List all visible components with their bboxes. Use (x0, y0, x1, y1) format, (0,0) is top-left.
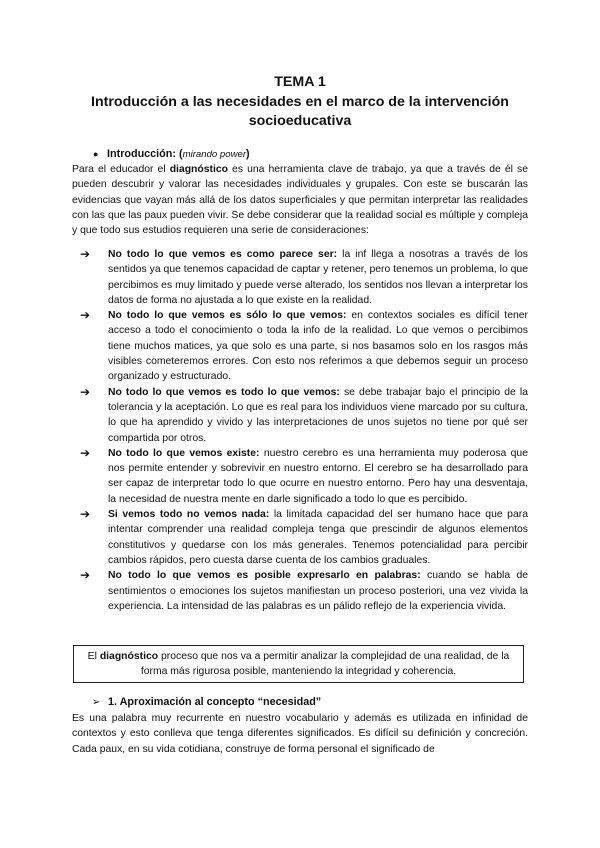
document-subtitle (70, 93, 530, 131)
document-title: TEMA 1 (274, 74, 326, 90)
arrow-right-icon: ➔ (80, 384, 91, 399)
list-item (80, 247, 528, 308)
intro-text-start: Para el educador el (72, 164, 170, 175)
list-item (80, 568, 528, 614)
subtitle-line-2: socioeducativa (248, 113, 352, 129)
bullet-icon: ● (93, 149, 99, 159)
intro-text-rest: es una herramienta clave de trabajo, ya que a través de él se pueden descubrir y valorar las necesidades individuales y grupales. Con este se buscarán las evidencias que vayan más allá de los datos superficiales y que permitan interpretar las realidades con las que las paux pueden vivir. Se debe considerar que la realidad social es múltiple y compleja y que todo sus estudios requieren una serie de consideraciones: (72, 164, 528, 237)
item-heading: No todo lo que vemos es todo lo que vemos: (108, 386, 340, 398)
item-text: cuando se habla de sentimientos o emociones los sujetos manifiestan un proceso posteriori, una vez vivida la experiencia. La intensidad de las palabras es un pálido reflejo de la experiencia vivida. (108, 570, 529, 612)
box-text-rest: proceso que nos va a permitir analizar la complejidad de una realidad, de la forma más rigurosa posible, manteniendo la integridad y coherencia. (140, 651, 510, 677)
intro-heading (93, 148, 250, 160)
considerations-list (80, 247, 528, 614)
item-heading: No todo lo que vemos es posible expresarlo en palabras: (108, 570, 421, 582)
box-keyword: diagnóstico (99, 651, 159, 662)
arrow-right-icon: ➔ (80, 247, 91, 261)
item-text: la inf llega a nosotras a través de los sentidos ya que tenemos capacidad de captar y retener, pero tenemos un problema, lo que percibimos es muy limitado y puede verse alterado, los sentidos nos llevan a interpretar los datos de forma no ajustada a lo que existe en la realidad. (108, 249, 528, 306)
intro-paragraph (72, 162, 528, 238)
arrow-right-icon: ➔ (80, 568, 91, 583)
section-heading (92, 696, 321, 708)
item-text: se debe trabajar bajo el principio de la tolerancia y la aceptación. Lo que es real para los individuos viene marcado por su cultura, lo que ha aprendido y vivido y las interpretaciones de unos sujetos no tiene por qué ser compartida por otros. (108, 386, 528, 444)
section-paragraph: Es una palabra muy recurrente en nuestro vocabulario y además es utilizada en infinidad de contextos y esto conlleva que tenga diferentes significados. Es difícil su definición y concreción. Cada paux, en su vida cotidiana, construye de forma personal el significado de (72, 713, 528, 755)
item-heading: Si vemos todo no vemos nada: (108, 509, 270, 521)
arrowhead-bullet-icon: ➢ (92, 697, 101, 708)
item-text: nuestro cerebro es una herramienta muy poderosa que nos permite entender y sobrevivir en nuestro entorno. El cerebro se ha desarrollado para ser capaz de interpretar todo lo que ocurre en nuestro entorno. Pero hay una desventaja, la necesidad de nuestra mente en darle significado a todo lo que es percibido. (108, 447, 528, 505)
item-heading: No todo lo que vemos es sólo lo que vemos: (108, 310, 347, 322)
section-heading-label: 1. Aproximación al concepto “necesidad” (108, 696, 322, 708)
arrow-right-icon: ➔ (80, 507, 91, 522)
item-text: la limitada capacidad del ser humano hace que para intentar comprender una realidad compleja tenga que prescindir de algunos elementos constitutivos y quedarse con los más generales. Tenemos potencialidad para percibir cambios rápidos, pero cuesta darse cuenta de los cambios graduales. (108, 509, 528, 566)
item-text: en contextos sociales es difícil tener acceso a todo el conocimiento o toda la info de la realidad. Lo que vemos o percibimos tiene muchos matices, ya que solo es una parte, si nos basamos solo en los rasgos más visibles cometeremos errores. Con esto nos referimos a que debemos seguir un proceso organizado y estructurado. (108, 310, 528, 383)
list-item (80, 507, 528, 568)
box-text-start: El (87, 651, 100, 662)
list-item (80, 446, 528, 507)
list-item (80, 385, 528, 446)
definition-box (73, 645, 524, 683)
intro-heading-close: ) (246, 148, 250, 160)
list-item (80, 308, 528, 384)
item-heading: No todo lo que vemos es como parece ser: (108, 249, 338, 260)
arrow-right-icon: ➔ (80, 445, 91, 460)
intro-heading-note: mirando power (182, 149, 247, 160)
intro-heading-label: Introducción: ( (107, 148, 183, 160)
subtitle-line-1: Introducción a las necesidades en el marco de la intervención (91, 94, 509, 110)
arrow-right-icon: ➔ (80, 308, 91, 323)
item-heading: No todo lo que vemos existe: (108, 447, 260, 459)
intro-keyword: diagnóstico (169, 164, 228, 175)
